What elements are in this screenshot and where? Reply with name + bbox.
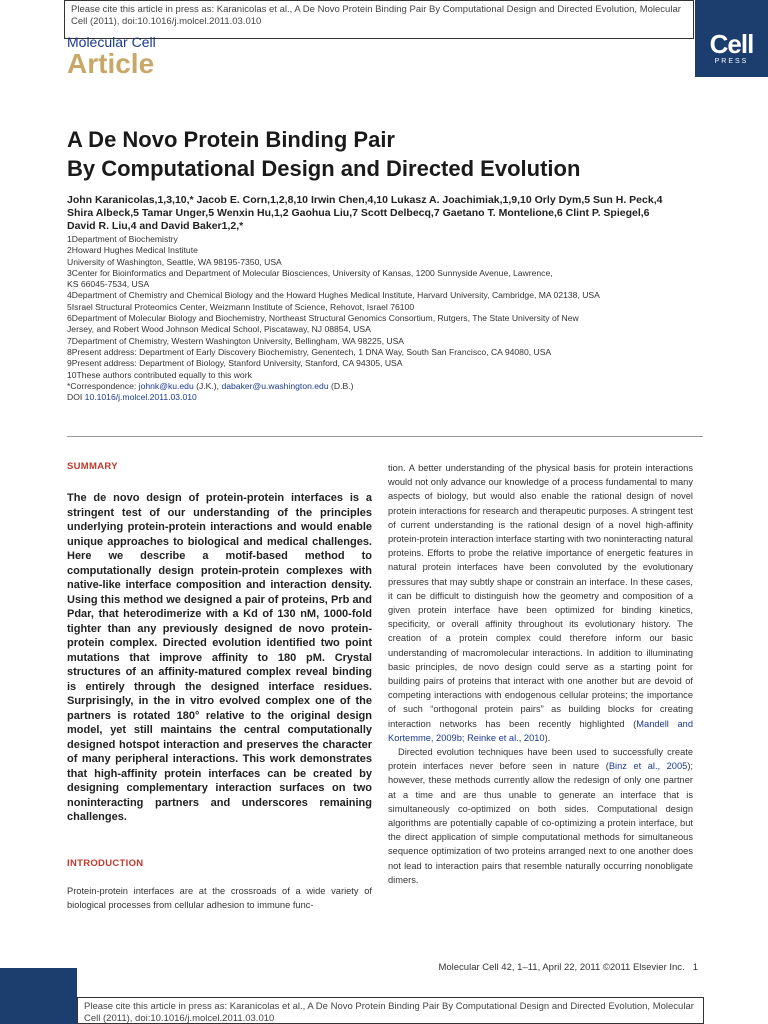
doi-line	[67, 392, 707, 403]
affiliation-5: KS 66045-7534, USA	[67, 279, 150, 290]
para2-text: Directed evolution techniques have been used to successfully create protein interfaces never before seen in nature (	[388, 747, 693, 772]
authors-line-2: Shira Albeck,5 Tamar Unger,5 Wenxin Hu,1,2 Gaohua Liu,7 Scott Delbecq,7 Gaetano T. Montelione,6 Clint P. Spiegel,6	[67, 207, 650, 219]
logo-sub: PRESS	[714, 58, 749, 65]
reference-link-mandell-reinke[interactable]: Mandell and Kortemme, 2009b; Reinke et al., 2010	[388, 718, 693, 743]
bottom-color-bar	[0, 968, 77, 1024]
email-link-karanicolas[interactable]: johnk@ku.edu	[138, 380, 194, 391]
citation-notice-bottom: Please cite this article in press as: Karanicolas et al., A De Novo Protein Binding Pair By Computational Design and Directed Evolution, Molecular Cell (2011), doi:10.1016/j.molcel.2011.03.010	[77, 997, 704, 1024]
affiliation-4: 3Center for Bioinformatics and Department of Molecular Biosciences, University of Kansas, 1200 Sunnyside Avenue, Lawrence,	[67, 267, 553, 278]
journal-name: Molecular Cell	[67, 34, 156, 50]
logo-name: Cell	[709, 29, 754, 59]
introduction-heading: INTRODUCTION	[67, 857, 144, 869]
para1-text: tion. A better understanding of the physical basis for protein interactions would not only advance our knowledge of a process fundamental to many aspects of biology, but would also enable the rational design of novel protein interactions for research and therapeutic purposes. A stringent test of current understanding is the rational design of a novel high-affinity protein-protein interaction interface starting with two noninteracting natural proteins. Efforts to probe the relative importance of energetic features in natural protein interfaces have been convoluted by the evolutionary pressures that may subtly shape or constrain an interface. In these cases, it can be difficult to distinguish how the geometry and composition of a given protein interface have been optimized for binding kinetics, specificity, or overall affinity throughout its evolutionary history. The creation of a protein complex could therefore inform our basic understanding of macromolecular interactions. In addition to illuminating basic principles, de novo design could serve as a starting point for building pairs of proteins that interact with one another but are devoid of competing interactions with endogenous cellular proteins; the importance of such “orthogonal protein pairs” as building blocks for creating interaction networks has been recently highlighted (	[388, 463, 693, 729]
citation-notice: Please cite this article in press as: Karanicolas et al., A De Novo Protein Binding Pair By Computational Design and Directed Evolution, Molecular Cell (2011), doi:10.1016/j.molcel.2011.03.010	[64, 0, 694, 39]
intro-paragraph-2	[388, 745, 693, 887]
title-line-1: A De Novo Protein Binding Pair	[67, 127, 395, 152]
introduction-text: Protein-protein interfaces are at the crossroads of a wide variety of biological processes from cellular adhesion to immune func-	[67, 885, 372, 910]
section-divider	[67, 436, 703, 437]
page-number: 1	[692, 962, 698, 973]
doi-link[interactable]: 10.1016/j.molcel.2011.03.010	[84, 392, 197, 403]
para1-tail: ).	[544, 732, 551, 743]
affiliation-11: 8Present address: Department of Early Discovery Biochemistry, Genentech, 1 DNA Way, South San Francisco, CA 94080, USA	[67, 346, 552, 357]
title-line-2: By Computational Design and Directed Evolution	[67, 156, 581, 181]
authors-line-3: David R. Liu,4 and David Baker1,2,*	[67, 220, 244, 232]
affiliation-1: 1Department of Biochemistry	[67, 234, 178, 244]
affiliation-3: University of Washington, Seattle, WA 98195-7350, USA	[67, 256, 282, 267]
affiliation-12: 9Present address: Department of Biology, Stanford University, Stanford, CA 94305, USA	[67, 358, 403, 369]
left-column	[67, 461, 372, 912]
page-footer	[438, 962, 698, 973]
reference-link-binz[interactable]: Binz et al., 2005	[608, 761, 688, 772]
correspondence-prefix: *Correspondence:	[67, 380, 139, 391]
correspondence-line	[67, 381, 707, 392]
affiliation-13: 10These authors contributed equally to this work	[67, 369, 252, 380]
correspondence-suffix: (D.B.)	[328, 380, 354, 391]
summary-heading: SUMMARY	[67, 461, 118, 472]
summary-text: The de novo design of protein-protein interfaces is a stringent test of our understanding of the principles underlying protein-protein interactions and would enable unique approaches to biological and medical challenges. Here we describe a motif-based method to computationally design protein-protein complexes with native-like interface composition and interaction density. Using this method we designed a pair of proteins, Prb and Pdar, that heterodimerize with a Kd of 130 nM, 1000-fold tighter than any previously designed de novo protein-protein complex. Directed evolution identified two point mutations that improve affinity to 180 pM. Crystal structures of an affinity-matured complex reveal binding is entirely through the designed interface residues. Surprisingly, in the in vitro evolved complex one of the partners is rotated 180° relative to the original design model, yet still maintains the central computationally designed hotspot interaction and preserves the character of many peripheral interactions. This work demonstrates that high-affinity protein interfaces can be created by designing complementary interaction surfaces on two noninteracting partners and underscores remaining challenges.	[67, 492, 372, 823]
affiliation-list	[67, 234, 707, 403]
affiliation-8: 6Department of Molecular Biology and Biochemistry, Northeast Structural Genomics Consortium, Rutgers, The State University of New	[67, 313, 579, 324]
right-column	[388, 461, 693, 887]
affiliation-7: 5Israel Structural Proteomics Center, Weizmann Institute of Science, Rehovot, Israel 76100	[67, 301, 415, 312]
para2-tail: ); however, these methods currently allow the redesign of only one partner at a time and are thus unable to generate an interface that is simultaneously co-optimized on both sides. Computational design algorithms are potentially capable of co-optimizing a protein interface, but the direct application of simple computational methods for simultaneous sequence optimization of two proteins arranged next to one another does not lead to interaction pairs that resemble naturally occurring nonobligate dimers.	[388, 761, 693, 885]
article-type: Article	[67, 48, 155, 79]
footer-citation: Molecular Cell 42, 1–11, April 22, 2011 ©2011 Elsevier Inc.	[438, 962, 685, 973]
authors-line-1: John Karanicolas,1,3,10,* Jacob E. Corn,1,2,8,10 Irwin Chen,4,10 Lukasz A. Joachimiak,1,9,10 Orly Dym,5 Sun H. Peck,4	[67, 194, 663, 206]
cell-press-logo	[695, 0, 768, 77]
affiliation-9: Jersey, and Robert Wood Johnson Medical School, Piscataway, NJ 08854, USA	[67, 324, 371, 335]
affiliation-2: 2Howard Hughes Medical Institute	[67, 245, 198, 256]
email-link-baker[interactable]: dabaker@u.washington.edu	[221, 380, 329, 391]
doi-prefix: DOI	[67, 392, 85, 403]
paper-title	[67, 125, 687, 183]
affiliation-6: 4Department of Chemistry and Chemical Biology and the Howard Hughes Medical Institute, Harvard University, Cambridge, MA 02138, USA	[67, 290, 600, 301]
correspondence-mid: (J.K.),	[193, 380, 222, 391]
author-list	[67, 194, 707, 233]
affiliation-10: 7Department of Chemistry, Western Washington University, Bellingham, WA 98225, USA	[67, 335, 405, 346]
intro-paragraph-continued	[388, 461, 693, 745]
